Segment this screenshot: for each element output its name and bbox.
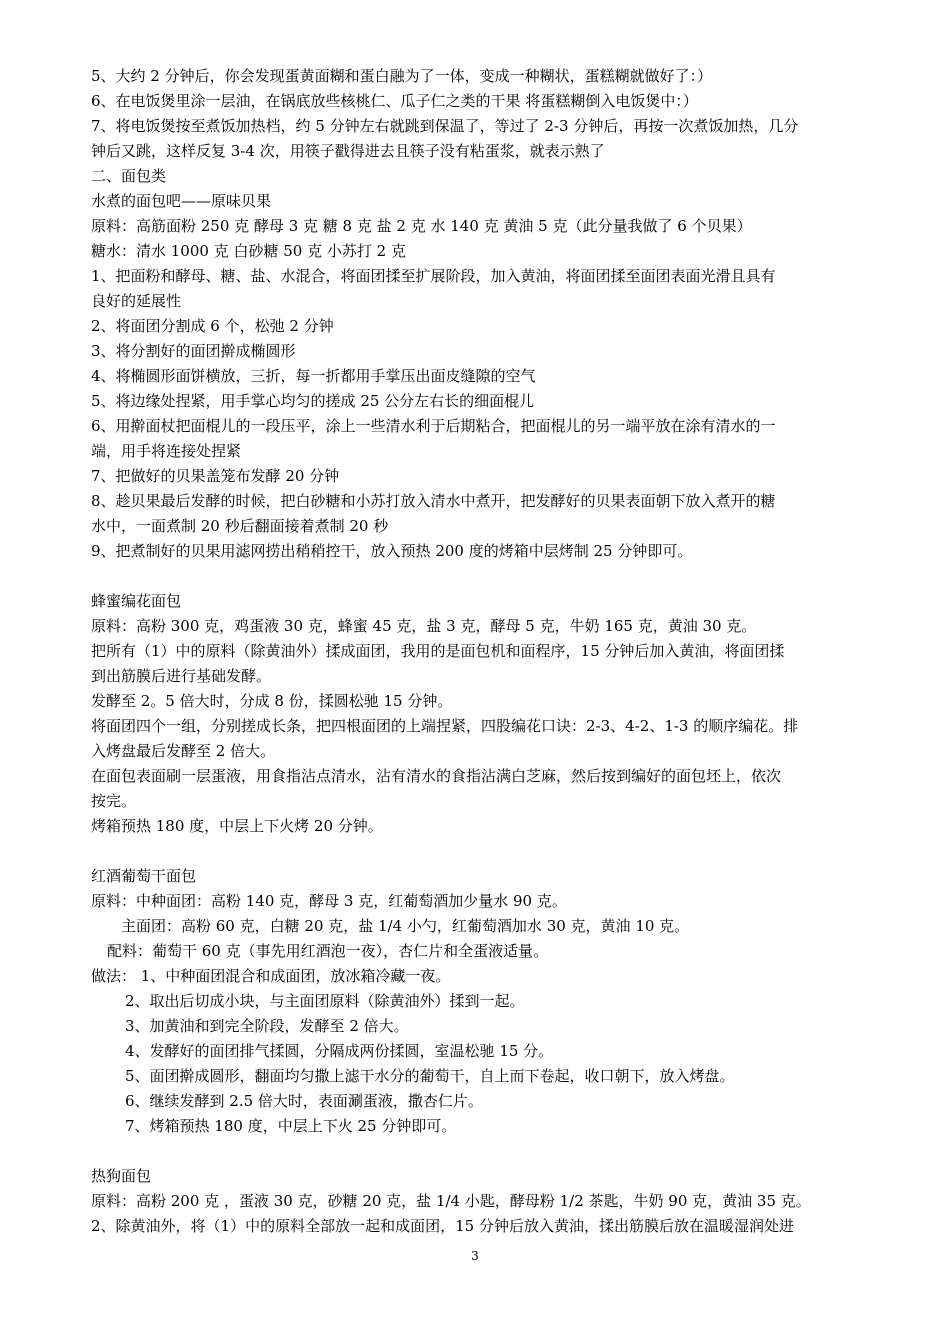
text-line: 5、面团擀成圆形，翻面均匀撒上滤干水分的葡萄干，自上而下卷起，收口朝下，放入烤盘。 xyxy=(125,1067,735,1085)
text-line: 到出筋膜后进行基础发酵。 xyxy=(91,667,272,685)
blank-line xyxy=(91,1139,861,1164)
page-body xyxy=(91,64,861,1239)
text-line: 原料：高粉 200 克 ，蛋液 30 克，砂糖 20 克，盐 1/4 小匙，酵母粉 1/2 茶匙，牛奶 90 克，黄油 35 克。 xyxy=(91,1192,811,1210)
text-line: 良好的延展性 xyxy=(91,292,182,310)
text-line: 1、把面粉和酵母、糖、盐、水混合，将面团揉至扩展阶段，加入黄油，将面团揉至面团表面光滑且具有 xyxy=(91,267,776,285)
text-line: 原料：中种面团：高粉 140 克，酵母 3 克，红葡萄酒加少量水 90 克。 xyxy=(91,892,567,910)
text-line: 按完。 xyxy=(91,792,137,810)
text-line: 端，用手将连接处捏紧 xyxy=(91,442,242,460)
text-line: 5、将边缘处捏紧，用手掌心均匀的搓成 25 公分左右长的细面棍儿 xyxy=(91,392,535,410)
section-heading: 二、面包类 xyxy=(91,167,167,185)
text-line: 发酵至 2。5 倍大时，分成 8 份，揉圆松驰 15 分钟。 xyxy=(91,692,453,710)
text-line: 原料：高粉 300 克，鸡蛋液 30 克，蜂蜜 45 克，盐 3 克，酵母 5 克，牛奶 165 克，黄油 30 克。 xyxy=(91,617,757,635)
recipe-title: 蜂蜜编花面包 xyxy=(91,592,182,610)
blank-line xyxy=(91,839,861,864)
recipe-title: 热狗面包 xyxy=(91,1167,152,1185)
text-line: 6、在电饭煲里涂一层油，在锅底放些核桃仁、瓜子仁之类的干果 将蛋糕糊倒入电饭煲中：） xyxy=(91,92,698,110)
text-line: 2、除黄油外，将（1）中的原料全部放一起和成面团，15 分钟后放入黄油，揉出筋膜后放在温暖湿润处进 xyxy=(91,1217,794,1235)
recipe-title: 水煮的面包吧——原味贝果 xyxy=(91,192,272,210)
text-line: 2、将面团分割成 6 个，松弛 2 分钟 xyxy=(91,317,334,335)
text-line: 做法： 1、中种面团混合和成面团，放冰箱冷藏一夜。 xyxy=(91,967,451,985)
text-line: 主面团：高粉 60 克，白糖 20 克，盐 1/4 小勺，红葡萄酒加水 30 克，黄油 10 克。 xyxy=(121,917,690,935)
text-line: 钟后又跳，这样反复 3-4 次，用筷子戳得进去且筷子没有粘蛋浆，就表示熟了 xyxy=(91,142,605,160)
text-line: 原料：高筋面粉 250 克 酵母 3 克 糖 8 克 盐 2 克 水 140 克 黄油 5 克（此分量我做了 6 个贝果） xyxy=(91,217,752,235)
blank-line xyxy=(91,564,861,589)
text-line: 7、将电饭煲按至煮饭加热档，约 5 分钟左右就跳到保温了，等过了 2-3 分钟后，再按一次煮饭加热，几分 xyxy=(91,117,799,135)
text-line: 烤箱预热 180 度，中层上下火烤 20 分钟。 xyxy=(91,817,383,835)
text-line: 入烤盘最后发酵至 2 倍大。 xyxy=(91,742,276,760)
text-line: 6、用擀面杖把面棍儿的一段压平，涂上一些清水利于后期粘合，把面棍儿的另一端平放在涂有清水的一 xyxy=(91,417,776,435)
text-line: 糖水：清水 1000 克 白砂糖 50 克 小苏打 2 克 xyxy=(91,242,406,260)
recipe-title: 红酒葡萄干面包 xyxy=(91,867,197,885)
text-line: 7、把做好的贝果盖笼布发酵 20 分钟 xyxy=(91,467,340,485)
text-line: 在面包表面刷一层蛋液，用食指沾点清水，沾有清水的食指沾满白芝麻，然后按到编好的面包坯上，依次 xyxy=(91,767,782,785)
text-line: 4、将椭圆形面饼横放，三折，每一折都用手掌压出面皮缝隙的空气 xyxy=(91,367,536,385)
page-number: 3 xyxy=(471,1249,479,1263)
text-line: 配料：葡萄干 60 克（事先用红酒泡一夜），杏仁片和全蛋液适量。 xyxy=(107,942,549,960)
text-line: 8、趁贝果最后发酵的时候，把白砂糖和小苏打放入清水中煮开，把发酵好的贝果表面朝下放入煮开的糖 xyxy=(91,492,776,510)
text-line: 将面团四个一组，分别搓成长条，把四根面团的上端捏紧，四股编花口诀：2-3、4-2、1-3 的顺序编花。排 xyxy=(91,717,799,735)
text-line: 4、发酵好的面团排气揉圆，分隔成两份揉圆，室温松驰 15 分。 xyxy=(125,1042,554,1060)
text-line: 6、继续发酵到 2.5 倍大时，表面涮蛋液，撒杏仁片。 xyxy=(125,1092,483,1110)
text-line: 把所有（1）中的原料（除黄油外）揉成面团，我用的是面包机和面程序，15 分钟后加入黄油，将面团揉 xyxy=(91,642,785,660)
text-line: 3、加黄油和到完全阶段，发酵至 2 倍大。 xyxy=(125,1017,409,1035)
text-line: 水中，一面煮制 20 秒后翻面接着煮制 20 秒 xyxy=(91,517,389,535)
text-line: 9、把煮制好的贝果用滤网捞出稍稍控干，放入预热 200 度的烤箱中层烤制 25 分钟即可。 xyxy=(91,542,693,560)
text-line: 7、烤箱预热 180 度，中层上下火 25 分钟即可。 xyxy=(125,1117,457,1135)
text-line: 2、取出后切成小块，与主面团原料（除黄油外）揉到一起。 xyxy=(125,992,525,1010)
text-line: 5、大约 2 分钟后，你会发现蛋黄面糊和蛋白融为了一体，变成一种糊状，蛋糕糊就做好了：） xyxy=(91,67,713,85)
text-line: 3、将分割好的面团擀成椭圆形 xyxy=(91,342,296,360)
